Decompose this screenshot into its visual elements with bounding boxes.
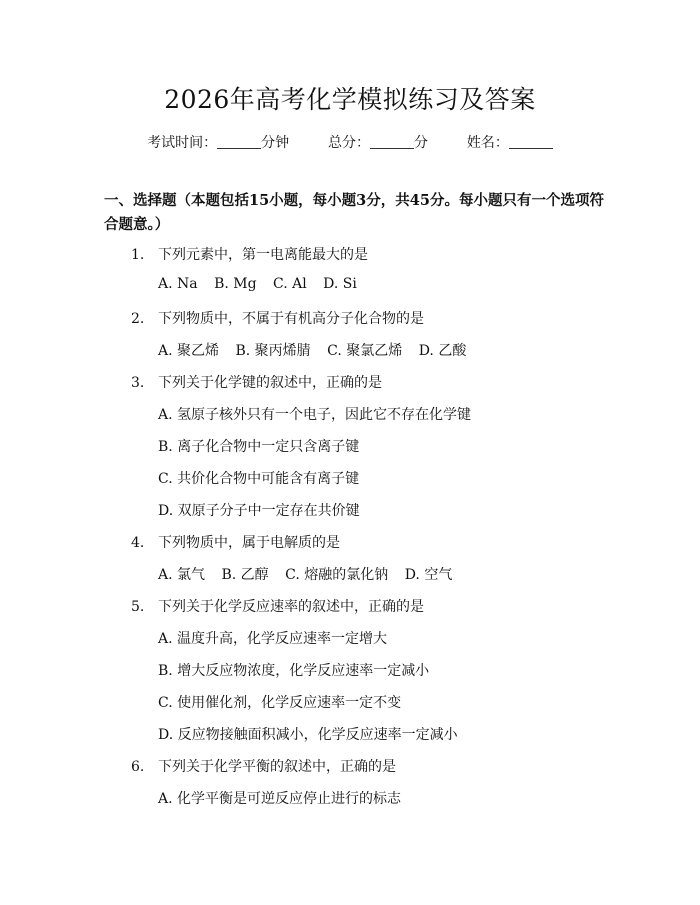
question-3 <box>131 372 382 392</box>
question-stem: 下列物质中，属于电解质的是 <box>158 535 340 551</box>
option-a: A. 聚乙烯 <box>158 343 220 359</box>
score-unit: 分 <box>414 135 428 151</box>
question-number: 1. <box>131 247 145 263</box>
question-5 <box>131 596 424 616</box>
option-d: D. 双原子分子中一定存在共价键 <box>158 503 360 519</box>
question-2 <box>131 308 424 328</box>
section-heading: 一、选择题（本题包括15小题，每小题3分，共45分。每小题只有一个选项符合题意。） <box>104 192 604 233</box>
question-1-options <box>158 276 369 292</box>
question-number: 6. <box>131 759 145 775</box>
option-a: A. 氢原子核外只有一个电子，因此它不存在化学键 <box>158 407 472 423</box>
name-blank <box>509 135 553 149</box>
question-stem: 下列物质中，不属于有机高分子化合物的是 <box>158 311 424 327</box>
question-stem: 下列关于化学反应速率的叙述中，正确的是 <box>158 599 424 615</box>
time-blank <box>217 135 261 149</box>
question-stem: 下列关于化学平衡的叙述中，正确的是 <box>158 759 396 775</box>
time-label: 考试时间： <box>147 135 218 151</box>
question-stem: 下列关于化学键的叙述中，正确的是 <box>158 375 382 391</box>
question-number: 4. <box>131 535 145 551</box>
question-number: 3. <box>131 375 145 391</box>
option-c: C. 使用催化剂，化学反应速率一定不变 <box>158 695 402 711</box>
exam-title: 2026年高考化学模拟练习及答案 <box>164 85 536 114</box>
option-c: C. 共价化合物中可能含有离子键 <box>158 471 360 487</box>
option-a: A. 氯气 <box>158 567 206 583</box>
question-number: 5. <box>131 599 145 615</box>
score-blank <box>370 135 414 149</box>
option-a: A. 化学平衡是可逆反应停止进行的标志 <box>158 791 402 807</box>
question-1 <box>131 244 368 264</box>
option-b: B. 离子化合物中一定只含离子键 <box>158 439 360 455</box>
option-d: D. 反应物接触面积减小，化学反应速率一定减小 <box>158 727 458 743</box>
question-4-options <box>158 564 464 584</box>
score-label: 总分： <box>328 135 370 151</box>
exam-info-line <box>0 132 700 152</box>
option-a: A. Na <box>158 276 198 292</box>
question-number: 2. <box>131 311 145 327</box>
option-c: C. 聚氯乙烯 <box>327 343 403 359</box>
option-b: B. Mg <box>214 276 257 292</box>
option-b: B. 聚丙烯腈 <box>235 343 311 359</box>
question-stem: 下列元素中，第一电离能最大的是 <box>158 247 368 263</box>
option-b: B. 增大反应物浓度，化学反应速率一定减小 <box>158 663 430 679</box>
option-d: D. 乙酸 <box>418 343 467 359</box>
question-6 <box>131 756 396 776</box>
option-c: C. Al <box>273 276 307 292</box>
option-b: B. 乙醇 <box>221 567 269 583</box>
name-label: 姓名： <box>466 135 509 151</box>
option-a: A. 温度升高，化学反应速率一定增大 <box>158 631 388 647</box>
option-d: D. Si <box>323 276 357 292</box>
question-2-options <box>158 340 478 360</box>
question-4 <box>131 532 340 552</box>
option-c: C. 熔融的氯化钠 <box>285 567 389 583</box>
time-unit: 分钟 <box>261 135 290 151</box>
option-d: D. 空气 <box>404 567 453 583</box>
